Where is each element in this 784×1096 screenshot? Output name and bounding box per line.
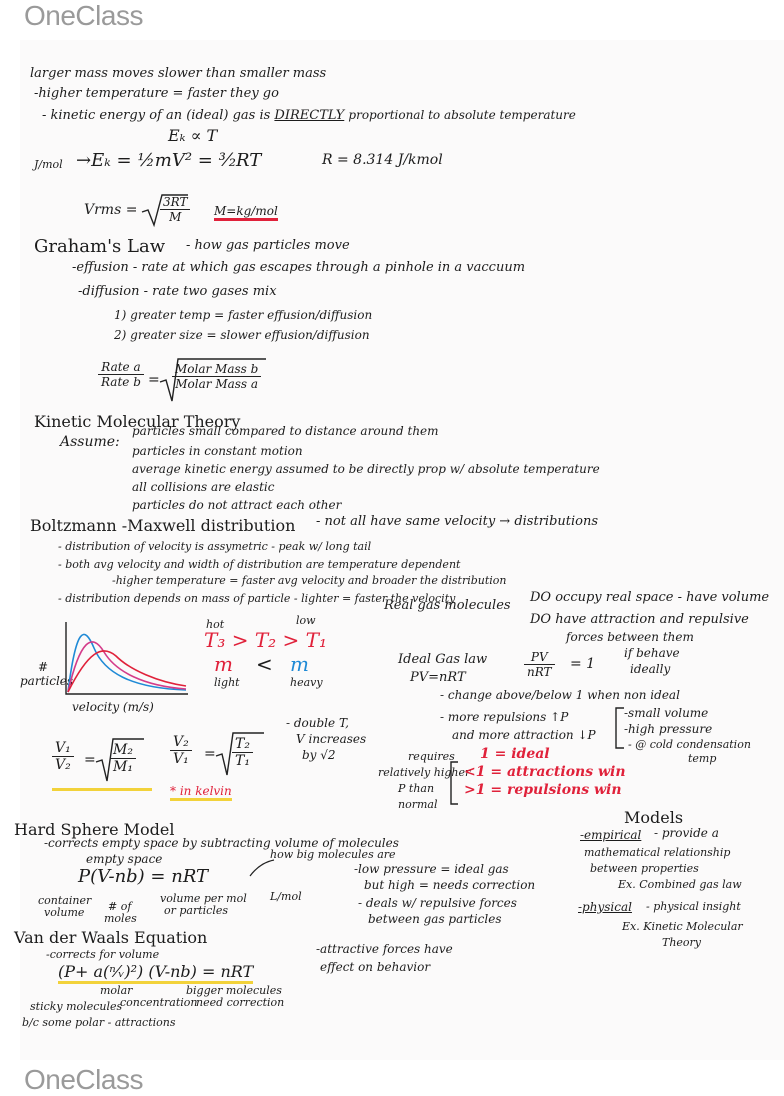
note-line: -higher temperature = faster avg velocity and broader the distribution [112, 574, 507, 587]
denominator: M [169, 210, 182, 224]
note-line: larger mass moves slower than smaller mass [30, 66, 327, 81]
note-line: DO occupy real space - have volume [530, 590, 770, 605]
denominator: M₁ [113, 759, 133, 775]
note-line: requires [408, 750, 455, 763]
note-line: - distribution of velocity is assymetric - peak w/ long tail [58, 540, 372, 553]
numerator: V₁ [52, 740, 74, 757]
note-line: -high pressure [624, 722, 713, 736]
note-label: hot [206, 618, 225, 631]
emphasis-text: DIRECTLY [274, 108, 345, 123]
note-line: how big molecules are [270, 848, 396, 861]
note-line: effect on behavior [320, 960, 431, 974]
note-label: volume [44, 906, 85, 919]
note-text: - kinetic energy of an (ideal) gas is [42, 108, 271, 123]
note-label: # of [108, 900, 132, 913]
note-line: particles in constant motion [132, 444, 303, 458]
section-title: Van der Waals Equation [14, 928, 208, 947]
numerator: Rate a [98, 360, 144, 375]
note-line: -diffusion - rate two gases mix [78, 284, 277, 299]
note-line: -low pressure = ideal gas [354, 862, 509, 876]
axis-label-y: # particles [20, 660, 74, 688]
note-line: - provide a [654, 826, 719, 840]
note-label: b/c some polar - attractions [22, 1016, 176, 1029]
note-line: - deals w/ repulsive forces [358, 896, 517, 910]
numerator: PV [524, 650, 555, 665]
denominator: T₁ [235, 753, 250, 769]
bracket-icon [448, 760, 460, 806]
note-line [42, 108, 576, 123]
note-label: need correction [196, 996, 285, 1009]
vrms-fraction [160, 195, 190, 224]
note-text: proportional to absolute temperature [348, 108, 576, 122]
note-label: concentration [120, 996, 198, 1009]
denominator: V₂ [55, 757, 71, 773]
note-line: - change above/below 1 when non ideal [440, 688, 680, 702]
note-line: - @ cold condensation [628, 738, 751, 751]
kelvin-note: * in kelvin [170, 784, 232, 801]
note-line: particles do not attract each other [132, 498, 342, 512]
note-text: -physical [578, 900, 632, 914]
note-line: V increases [296, 732, 367, 746]
section-title: Models [624, 808, 684, 827]
denominator: Rate b [101, 375, 141, 389]
numerator: T₂ [232, 736, 253, 753]
denominator: Molar Mass a [175, 377, 259, 391]
note-line: Theory [662, 936, 702, 949]
units-note: M=kg/mol [214, 204, 278, 221]
curve-t2 [68, 642, 186, 692]
denominator: V₁ [173, 751, 189, 767]
note-line: -higher temperature = faster they go [34, 86, 279, 101]
note-line: all collisions are elastic [132, 480, 275, 494]
numerator: M₂ [110, 742, 136, 759]
note-line: - more repulsions ↑P [440, 710, 569, 724]
section-title: Kinetic Molecular Theory [34, 412, 241, 431]
temperature-order: T₃ > T₂ > T₁ [204, 628, 328, 652]
note-line: -attractive forces have [316, 942, 453, 956]
note-line: mathematical relationship [584, 846, 731, 859]
less-than: < [256, 652, 273, 676]
note-line: - distribution depends on mass of particle - lighter = faster the velocity [58, 592, 456, 605]
note-label: heavy [290, 676, 323, 689]
numerator: V₂ [170, 734, 192, 751]
mass-heavy: m [290, 652, 309, 676]
note-line: -small volume [624, 706, 709, 720]
ratio-result-repulsions: >1 = repulsions win [464, 782, 622, 798]
note-label: sticky molecules [30, 1000, 123, 1013]
equals-sign: = [148, 372, 160, 388]
arrow-icon [246, 858, 276, 880]
note-line: -corrects empty space by subtracting volume of molecules [44, 836, 399, 850]
proportional-formula: Eₖ ∝ T [168, 126, 218, 145]
hard-sphere-equation: P(V-nb) = nRT [78, 866, 209, 887]
note-line: P than [398, 782, 435, 795]
note-line: particles small compared to distance around them [132, 424, 439, 438]
note-line: and more attraction ↓P [452, 728, 596, 742]
note-line: - how gas particles move [186, 238, 350, 253]
note-line: by √2 [302, 748, 336, 762]
note-line: Ex. Kinetic Molecular [622, 920, 743, 933]
note-label: container [38, 894, 92, 907]
note-line: average kinetic energy assumed to be directly prop w/ absolute temperature [132, 462, 600, 476]
note-line: temp [688, 752, 717, 765]
note-line: - double T, [286, 716, 349, 730]
vdw-equation: (P+ a(ⁿ⁄ᵥ)²) (V-nb) = nRT [58, 962, 253, 984]
note-label: light [214, 676, 240, 689]
note-label [578, 900, 632, 914]
vrms-label: Vrms = [84, 202, 138, 218]
note-line: between properties [590, 862, 699, 875]
section-title: Hard Sphere Model [14, 820, 175, 839]
units-label: L/mol [270, 890, 302, 903]
numerator: 3RT [160, 195, 190, 210]
note-label: low [296, 614, 316, 627]
rate-fraction [98, 360, 144, 389]
note-line: ideally [630, 662, 671, 676]
note-label: moles [104, 912, 137, 925]
note-line: DO have attraction and repulsive [530, 612, 749, 627]
note-title: Real gas molecules [384, 598, 511, 613]
note-line: normal [398, 798, 438, 811]
note-line: relatively higher [378, 766, 471, 779]
section-title: Boltzmann -Maxwell distribution [30, 516, 296, 535]
note-line: -corrects for volume [46, 948, 160, 961]
gas-constant: R = 8.314 J/kmol [322, 152, 443, 168]
note-line: forces between them [566, 630, 694, 644]
numerator: Molar Mass b [172, 362, 261, 377]
note-label [580, 828, 641, 842]
note-label: Ideal Gas law [398, 652, 488, 667]
note-line: 2) greater size = slower effusion/diffusion [114, 328, 370, 342]
note-label: bigger molecules [186, 984, 282, 997]
distribution-curves [60, 618, 190, 698]
axis-label-x: velocity (m/s) [72, 700, 154, 714]
note-line: empty space [86, 852, 163, 866]
note-label: or particles [164, 904, 229, 917]
section-title: Graham's Law [34, 236, 166, 257]
units-label: J/mol [34, 158, 63, 171]
temperature-ratio [232, 736, 253, 769]
curve-t3 [68, 651, 186, 692]
ratio-result-ideal: 1 = ideal [480, 746, 550, 762]
brand-logo: OneClass [24, 0, 143, 31]
brand-logo: OneClass [24, 1064, 143, 1095]
note-line: - not all have same velocity → distributions [316, 514, 599, 529]
equals-one: = 1 [570, 656, 596, 672]
note-label: volume per mol [160, 892, 247, 905]
compressibility-ratio [524, 650, 555, 679]
note-line: but high = needs correction [364, 878, 536, 892]
velocity-ratio [170, 734, 192, 767]
note-label: molar [100, 984, 133, 997]
note-text: -empirical [580, 828, 642, 842]
molar-mass-fraction [172, 362, 261, 391]
highlight [52, 788, 152, 791]
equals-sign: = [84, 752, 96, 768]
kinetic-energy-formula: →Eₖ = ½mV² = ³⁄₂RT [76, 150, 262, 171]
denominator: nRT [527, 665, 552, 679]
equals-sign: = [204, 746, 216, 762]
mass-ratio [110, 742, 136, 775]
ratio-result-attractions: <1 = attractions win [464, 764, 626, 780]
note-line: - physical insight [646, 900, 741, 913]
note-line: 1) greater temp = faster effusion/diffusion [114, 308, 373, 322]
velocity-ratio [52, 740, 74, 773]
note-line: if behave [624, 646, 680, 660]
note-line: between gas particles [368, 912, 502, 926]
note-line: Ex. Combined gas law [618, 878, 742, 891]
note-label: Assume: [60, 434, 120, 450]
note-line: - both avg velocity and width of distribution are temperature dependent [58, 558, 461, 571]
note-line: -effusion - rate at which gas escapes through a pinhole in a vaccuum [72, 260, 526, 275]
mass-light: m [214, 652, 233, 676]
note-label: PV=nRT [410, 670, 466, 685]
